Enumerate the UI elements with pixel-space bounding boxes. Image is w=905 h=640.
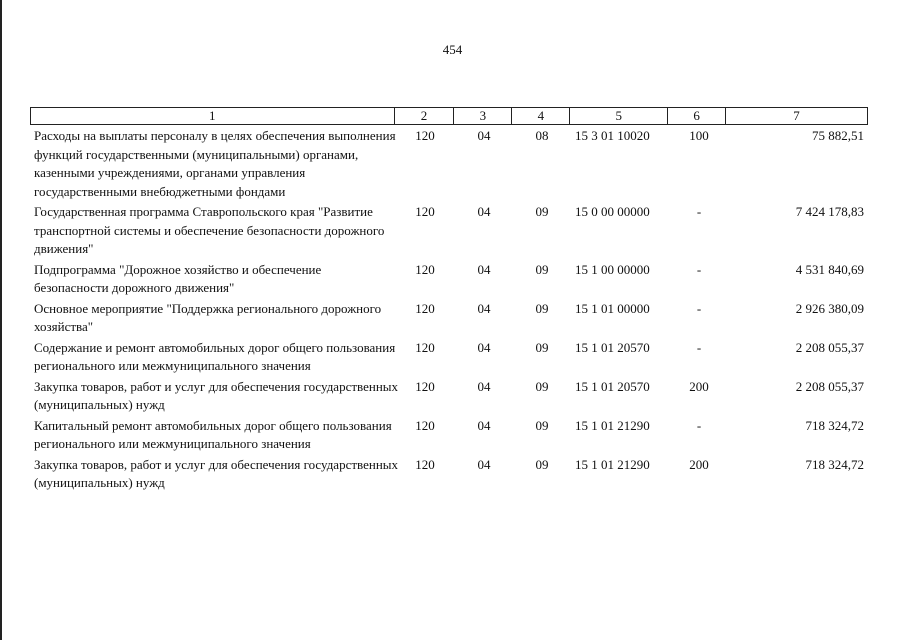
row-target-article: 15 3 01 10020: [575, 128, 650, 143]
row-code: 120: [415, 261, 435, 277]
column-header-3: 3: [454, 108, 512, 125]
row-name: Закупка товаров, работ и услуг для обеспечения государственных (муниципальных) нужд: [34, 378, 399, 412]
row-section: 04: [477, 204, 491, 219]
row-code: 120: [415, 339, 435, 355]
row-amount: 718 324,72: [805, 417, 864, 433]
row-expense-type: -: [696, 261, 702, 277]
row-name: Основное мероприятие "Поддержка регионального дорожного хозяйства": [34, 300, 382, 334]
row-amount: 2 208 055,37: [795, 378, 864, 394]
row-amount: 7 424 178,83: [795, 204, 864, 219]
row-section: 04: [477, 378, 491, 394]
row-target-article: 15 1 01 20570: [575, 339, 650, 355]
row-name: Капитальный ремонт автомобильных дорог общего пользования регионального или межмуниципального значения: [34, 417, 392, 451]
row-target-article: 15 1 01 21290: [575, 456, 650, 472]
page-left-border: [0, 0, 2, 640]
row-subsection: 09: [535, 339, 549, 355]
row-subsection: 08: [535, 128, 549, 143]
row-name: Государственная программа Ставропольского края "Развитие транспортной системы и обеспечение безопасности дорожного движения": [34, 204, 385, 256]
row-amount: 718 324,72: [805, 456, 864, 472]
row-name: Подпрограмма "Дорожное хозяйство и обеспечение безопасности дорожного движения": [34, 261, 322, 295]
row-code: 120: [415, 456, 435, 472]
column-header-row: [31, 108, 868, 125]
row-expense-type: -: [696, 204, 702, 219]
row-amount: 2 208 055,37: [795, 339, 864, 355]
column-header-table: [30, 107, 868, 125]
table-row: [30, 261, 868, 298]
table-row: [30, 456, 868, 493]
page-number: 454: [442, 42, 463, 57]
column-header-5: 5: [570, 108, 668, 125]
table-row: [30, 339, 868, 376]
table-row: [30, 300, 868, 337]
row-target-article: 15 1 01 00000: [575, 300, 650, 316]
row-target-article: 15 1 00 00000: [575, 261, 650, 277]
row-subsection: 09: [535, 456, 549, 472]
row-subsection: 09: [535, 204, 549, 219]
row-expense-type: -: [696, 339, 702, 355]
budget-table-body: [30, 127, 868, 495]
column-header-2: 2: [394, 108, 454, 125]
column-header-7: 7: [726, 108, 868, 125]
row-expense-type: -: [696, 300, 702, 316]
row-code: 120: [415, 204, 435, 219]
table-row: [30, 417, 868, 454]
row-code: 120: [415, 300, 435, 316]
row-subsection: 09: [535, 300, 549, 316]
row-expense-type: 200: [689, 456, 709, 472]
row-target-article: 15 1 01 21290: [575, 417, 650, 433]
row-subsection: 09: [535, 261, 549, 277]
row-code: 120: [415, 378, 435, 394]
row-section: 04: [477, 456, 491, 472]
row-subsection: 09: [535, 417, 549, 433]
row-target-article: 15 0 00 00000: [575, 204, 650, 219]
row-section: 04: [477, 417, 491, 433]
row-expense-type: 100: [689, 128, 709, 143]
row-section: 04: [477, 128, 491, 143]
table-row: [30, 378, 868, 415]
row-amount: 2 926 380,09: [795, 300, 864, 316]
table-row: [30, 127, 868, 201]
row-name: Содержание и ремонт автомобильных дорог общего пользования регионального или межмуниципального значения: [34, 339, 396, 373]
table-row: [30, 203, 868, 259]
row-section: 04: [477, 339, 491, 355]
row-section: 04: [477, 300, 491, 316]
row-code: 120: [415, 128, 435, 143]
column-header-1: 1: [31, 108, 395, 125]
row-section: 04: [477, 261, 491, 277]
row-expense-type: -: [696, 417, 702, 433]
column-header-4: 4: [512, 108, 570, 125]
row-expense-type: 200: [689, 378, 709, 394]
row-name: Расходы на выплаты персоналу в целях обеспечения выполнения функций государственными (муниципальными) органами, казенными учреждениями, органами управления государственными внебюджетными фондами: [34, 128, 396, 199]
row-subsection: 09: [535, 378, 549, 394]
row-code: 120: [415, 417, 435, 433]
row-target-article: 15 1 01 20570: [575, 378, 650, 394]
column-header-6: 6: [668, 108, 726, 125]
row-amount: 4 531 840,69: [795, 261, 864, 277]
row-amount: 75 882,51: [812, 128, 864, 143]
row-name: Закупка товаров, работ и услуг для обеспечения государственных (муниципальных) нужд: [34, 456, 399, 490]
